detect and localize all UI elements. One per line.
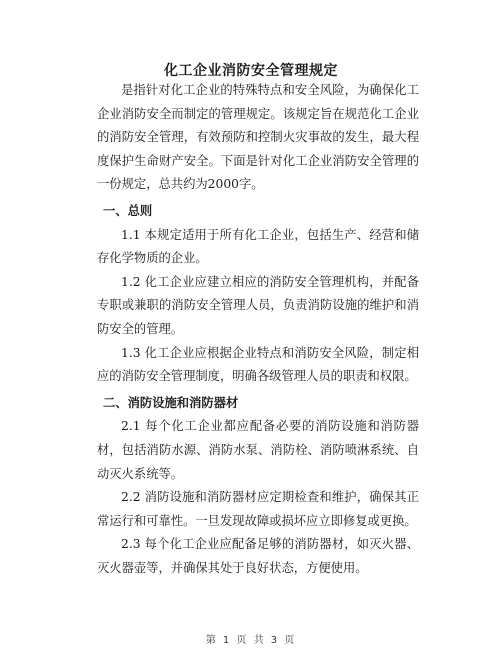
document-title: 化工企业消防安全管理规定: [164, 63, 338, 79]
section-2-paragraph-3: 2.3 每个化工企业应配备足够的消防器材，如灭火器、灭火器壶等，并确保其处于良好状态，方便使用。: [97, 537, 419, 575]
section-1-paragraph-1: 1.1 本规定适用于所有化工企业，包括生产、经营和储存化学物质的企业。: [97, 227, 419, 266]
section-1-paragraph-2: 1.2 化工企业应建立相应的消防安全管理机构，并配备专职或兼职的消防安全管理人员，负责消防设施的维护和消防安全的管理。: [97, 274, 419, 336]
section-2-paragraph-1: 2.1 每个化工企业都应配备必要的消防设施和消防器材，包括消防水源、消防水泵、消防栓、消防喷淋系统、自动灭火系统等。: [97, 419, 419, 481]
section-heading-general: 一、总则: [103, 203, 153, 218]
section-1-paragraph-3: 1.3 化工企业应根据企业特点和消防安全风险，制定相应的消防安全管理制度，明确各级管理人员的职责和权限。: [97, 345, 419, 384]
page-number-footer: 第 1 页 共 3 页: [205, 635, 297, 646]
intro-paragraph: 是指针对化工企业的特殊特点和安全风险，为确保化工企业消防安全而制定的管理规定。该规定旨在规范化工企业的消防安全管理，有效预防和控制火灾事故的发生，最大程度保护生命财产安全。下面是针对化工企业消防安全管理的一份规定，总共约为2000字。: [97, 83, 419, 192]
section-2-paragraph-2: 2.2 消防设施和消防器材应定期检查和维护，确保其正常运行和可靠性。一旦发现故障或损坏应立即修复或更换。: [97, 490, 419, 528]
section-heading-fire-equipment: 二、消防设施和消防器材: [103, 395, 239, 410]
document-body: [97, 79, 419, 580]
